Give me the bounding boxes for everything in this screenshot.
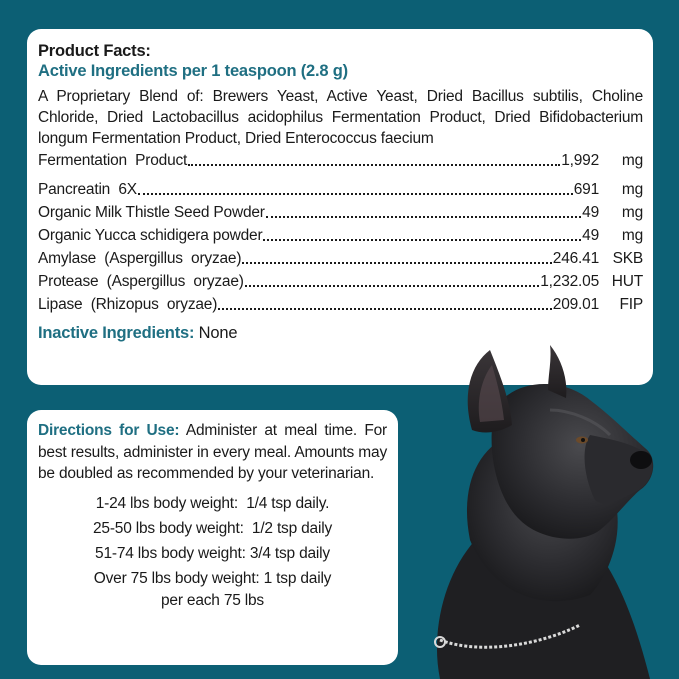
ingredient-row: [38, 247, 643, 270]
ingredient-unit: mg: [621, 204, 643, 221]
dot-leader: [138, 193, 573, 195]
ingredient-name: Pancreatin 6X: [38, 181, 137, 198]
ingredient-amount: 209.01: [552, 296, 599, 313]
ingredient-unit: mg: [621, 227, 643, 244]
ingredient-row: [38, 293, 643, 316]
ingredient-row: [38, 178, 643, 201]
ingredient-name: Organic Yucca schidigera powder: [38, 227, 263, 244]
proprietary-blend-text: A Proprietary Blend of: Brewers Yeast, Active Yeast, Dried Bacillus subtilis, Choline Chloride, Dried Lactobacillus acidophilus Fermentation Product, Dried Bifidobacterium longum Fermentation Product, Dried Enterococcus faecium: [38, 88, 643, 147]
ingredient-row: [38, 201, 643, 224]
ingredient-row: [38, 270, 643, 293]
dot-leader: [245, 285, 540, 287]
ingredient-list: [38, 178, 643, 316]
dosage-line: 51-74 lbs body weight: 3/4 tsp daily: [95, 544, 330, 562]
ingredient-name: Amylase (Aspergillus oryzae): [38, 250, 242, 267]
dosage-line: Over 75 lbs body weight: 1 tsp daily: [93, 569, 332, 587]
dot-leader: [218, 308, 552, 310]
dot-leader: [266, 216, 581, 218]
inactive-ingredients-label: Inactive Ingredients:: [38, 324, 195, 342]
ingredient-amount: 1,232.05: [540, 273, 599, 290]
ingredient-unit: SKB: [612, 250, 643, 267]
ingredient-amount: 49: [582, 204, 599, 221]
ingredient-unit: HUT: [611, 273, 643, 290]
product-facts-panel: [27, 29, 653, 385]
ingredient-amount: 1,992: [561, 152, 599, 169]
ingredient-amount: 49: [582, 227, 599, 244]
dosage-line: 1-24 lbs body weight: 1/4 tsp daily.: [95, 494, 330, 512]
ingredient-row-blend: [38, 149, 643, 172]
ingredient-name: Protease (Aspergillus oryzae): [38, 273, 244, 290]
dot-leader: [242, 262, 551, 264]
ingredient-name: Organic Milk Thistle Seed Powder: [38, 204, 265, 221]
directions-text-block: [38, 420, 387, 485]
ingredient-row: [38, 224, 643, 247]
ingredient-unit: mg: [621, 152, 643, 169]
active-ingredients-heading: Active Ingredients per 1 teaspoon (2.8 g): [38, 62, 348, 80]
inactive-ingredients-value: None: [194, 324, 238, 342]
great-dane-dog-photo: [400, 340, 679, 679]
dosage-line: per each 75 lbs: [161, 591, 264, 609]
dosage-list: [38, 493, 387, 612]
product-facts-title: Product Facts:: [38, 42, 151, 60]
directions-text: Administer at meal time. For best results, administer in every meal. Amounts may be doubled as recommended by your veterinarian.: [38, 422, 387, 482]
dot-leader: [188, 164, 560, 166]
directions-label: Directions for Use:: [38, 422, 180, 439]
ingredient-unit: mg: [621, 181, 643, 198]
dot-leader: [263, 239, 581, 241]
dosage-line: 25-50 lbs body weight: 1/2 tsp daily: [92, 519, 333, 537]
ingredient-name: Fermentation Product: [38, 152, 188, 169]
ingredient-unit: FIP: [619, 296, 643, 313]
ingredient-name: Lipase (Rhizopus oryzae): [38, 296, 218, 313]
directions-panel: [27, 410, 398, 665]
ingredient-amount: 246.41: [552, 250, 599, 267]
ingredient-amount: 691: [573, 181, 599, 198]
